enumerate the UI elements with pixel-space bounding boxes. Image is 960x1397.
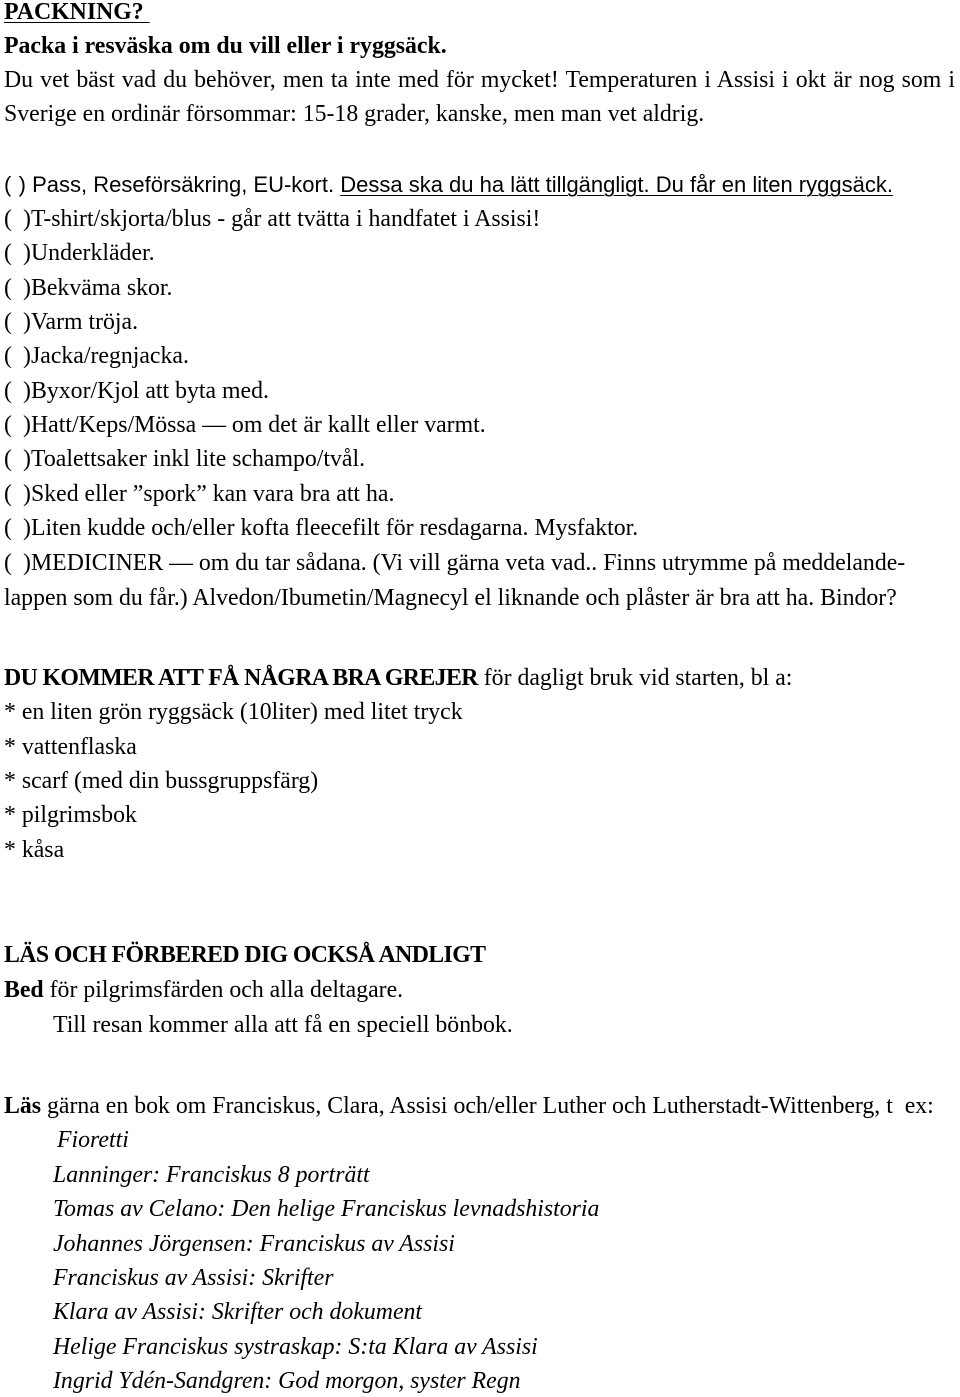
checklist-item — [4, 411, 486, 439]
checkbox-marker: ( ) — [4, 309, 31, 335]
checklist-item-documents — [4, 171, 893, 199]
book-title: Franciskus av Assisi: Skrifter — [53, 1265, 334, 1291]
checkbox-marker: ( ) — [4, 412, 31, 438]
checklist-item-text: Liten kudde och/eller kofta fleecefilt för resdagarna. Mysfaktor. — [31, 515, 639, 541]
packing-subtitle: Packa i resväska om du vill eller i ryggsäck. — [4, 33, 447, 59]
checklist-item-text: Varm tröja. — [31, 309, 139, 335]
reading-label: Läs — [4, 1093, 42, 1119]
section-heading: LÄS OCH FÖRBERED DIG OCKSÅ ANDLIGT — [4, 942, 486, 968]
checklist-item — [4, 308, 138, 336]
checklist-item-text: Sked eller ”spork” kan vara bra att ha. — [31, 481, 395, 507]
page-title — [4, 0, 150, 24]
book-title: Klara av Assisi: Skrifter och dokument — [53, 1299, 423, 1325]
book-title: Lanninger: Franciskus 8 porträtt — [53, 1162, 370, 1188]
intro-line: Sverige en ordinär försommar: 15-18 grader, kanske, men man vet aldrig. — [4, 101, 705, 127]
checklist-item — [4, 445, 365, 473]
checklist-item-text: Bekväma skor. — [31, 275, 173, 301]
gear-item: * en liten grön ryggsäck (10liter) med litet tryck — [4, 699, 463, 725]
gear-item: * pilgrimsbok — [4, 802, 137, 828]
pray-text: för pilgrimsfärden och alla deltagare. — [43, 977, 404, 1003]
checklist-item-text: Pass, Reseförsäkring, EU-kort. — [26, 172, 341, 197]
checklist-item — [4, 239, 155, 267]
checkbox-marker: ( ) — [4, 481, 31, 507]
checklist-item — [4, 514, 638, 542]
checkbox-marker: ( ) — [4, 550, 31, 576]
checkbox-marker: ( ) — [4, 275, 31, 301]
checklist-item — [4, 274, 172, 302]
checklist-item-text: Toalettsaker inkl lite schampo/tvål. — [31, 446, 366, 472]
book-title: Ingrid Ydén-Sandgren: God morgon, syster Regn — [53, 1368, 521, 1394]
checkbox-marker: ( ) — [4, 343, 31, 369]
gear-item: * vattenflaska — [4, 734, 137, 760]
pray-label: Bed — [4, 977, 44, 1003]
checkbox-marker: ( ) — [4, 378, 31, 404]
gear-intro-text: för dagligt bruk vid starten, bl a: — [477, 665, 793, 691]
checklist-item — [4, 205, 540, 233]
reading-intro — [4, 1092, 934, 1120]
checkbox-marker: ( ) — [4, 515, 31, 541]
checklist-item — [4, 480, 394, 508]
checklist-item — [4, 377, 269, 405]
prayer-book-note: Till resan kommer alla att få en speciell bönbok. — [53, 1012, 513, 1038]
checklist-item-text: MEDICINER — om du tar sådana. (Vi vill gärna veta vad.. Finns utrymme på meddelande- — [31, 550, 906, 576]
checklist-item-text: T-shirt/skjorta/blus - går att tvätta i handfatet i Assisi! — [31, 206, 541, 232]
checklist-item-text: Byxor/Kjol att byta med. — [31, 378, 269, 404]
checkbox-marker: ( ) — [4, 446, 31, 472]
book-title: Fioretti — [57, 1127, 129, 1153]
checkbox-marker: ( ) — [4, 206, 31, 232]
checklist-item — [4, 549, 905, 577]
pray-line — [4, 976, 403, 1004]
checkbox-marker: ( ) — [4, 172, 26, 197]
gear-intro — [4, 664, 792, 692]
checklist-item-text: Jacka/regnjacka. — [31, 343, 189, 369]
section-heading: DU KOMMER ATT FÅ NÅGRA BRA GREJER — [4, 665, 478, 691]
intro-line: Du vet bäst vad du behöver, men ta inte med för mycket! Temperaturen i Assisi i okt är nog som i — [4, 67, 955, 93]
gear-item: * kåsa — [4, 837, 65, 863]
checklist-item — [4, 342, 189, 370]
page-title-text: PACKNING? — [4, 0, 150, 25]
checklist-item-text: Underkläder. — [31, 240, 155, 266]
book-title: Johannes Jörgensen: Franciskus av Assisi — [53, 1231, 455, 1257]
checklist-item-note: Dessa ska du ha lätt tillgängligt. Du får en liten ryggsäck. — [340, 172, 893, 197]
checklist-item-text: Hatt/Keps/Mössa — om det är kallt eller varmt. — [31, 412, 486, 438]
reading-text: gärna en bok om Franciskus, Clara, Assisi och/eller Luther och Lutherstadt-Wittenberg, t ex: — [41, 1093, 934, 1119]
book-title: Tomas av Celano: Den helige Franciskus levnadshistoria — [53, 1196, 600, 1222]
checklist-continuation: lappen som du får.) Alvedon/Ibumetin/Magnecyl el liknande och plåster är bra att ha. Bindor? — [4, 585, 897, 611]
checkbox-marker: ( ) — [4, 240, 31, 266]
book-title: Helige Franciskus systraskap: S:ta Klara av Assisi — [53, 1334, 538, 1360]
gear-item: * scarf (med din bussgruppsfärg) — [4, 768, 319, 794]
